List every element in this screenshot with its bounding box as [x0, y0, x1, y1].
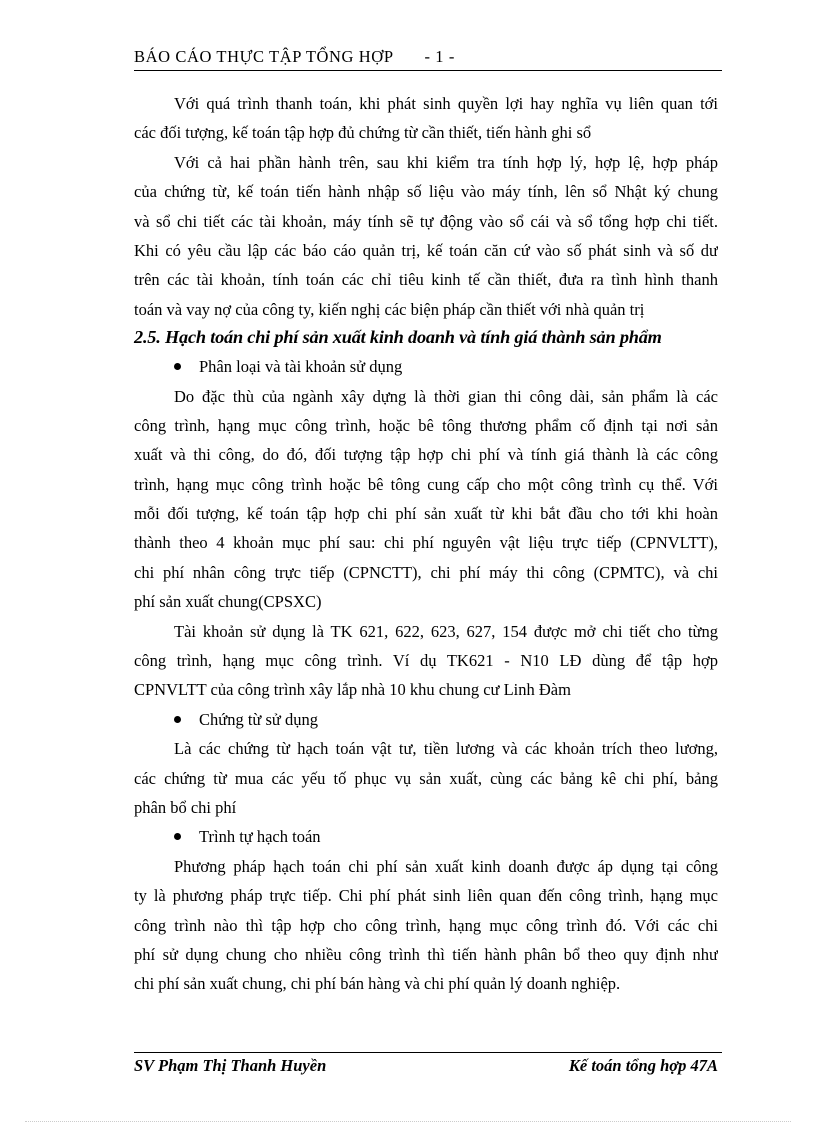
- paragraph-line: mỗi đối tượng, kế toán tập hợp chi phí sản xuất từ khi bắt đầu cho tới khi hoàn: [134, 504, 718, 524]
- paragraph-line: các chứng từ mua các yếu tố phục vụ sản xuất, cùng các bảng kê chi phí, bảng: [134, 768, 718, 788]
- page-body: [134, 89, 718, 999]
- bullet-icon: [174, 716, 181, 723]
- paragraph-line: và sổ chi tiết các tài khoản, máy tính sẽ tự động vào sổ cái và sổ tổng hợp chi tiết.: [134, 211, 718, 231]
- paragraph-line: xuất và thi công, do đó, đối tượng tập hợp chi phí và tính giá thành là các công: [134, 445, 718, 465]
- paragraph-line: công trình, hạng mục công trình. Ví dụ TK621 - N10 LĐ dùng để tập hợp: [134, 651, 718, 671]
- paragraph-line: Do đặc thù của ngành xây dựng là thời gian thi công dài, sản phẩm là các: [174, 386, 718, 406]
- paragraph-line: Tài khoản sử dụng là TK 621, 622, 623, 627, 154 được mở chi tiết cho từng: [174, 621, 718, 641]
- bullet-label: Phân loại và tài khoản sử dụng: [199, 357, 403, 377]
- paragraph-line: trình, hạng mục công trình hoặc bê tông cung cấp cho một công trình cụ thể. Với: [134, 474, 718, 494]
- paragraph-line: phí sử dụng chung cho nhiều công trình thì tiến hành phân bổ theo quy định như: [134, 944, 718, 964]
- page-bottom-edge: [25, 1121, 791, 1122]
- paragraph-line: các đối tượng, kế toán tập hợp đủ chứng từ cần thiết, tiến hành ghi sổ: [134, 123, 592, 143]
- bullet-icon: [174, 833, 181, 840]
- paragraph-line: phí sản xuất chung(CPSXC): [134, 592, 322, 612]
- paragraph-line: phân bổ chi phí: [134, 797, 237, 817]
- bullet-label: Chứng từ sử dụng: [199, 709, 318, 729]
- paragraph-line: Với quá trình thanh toán, khi phát sinh quyền lợi hay nghĩa vụ liên quan tới: [174, 94, 718, 113]
- page-header: [134, 47, 722, 67]
- page-footer: [134, 1056, 718, 1076]
- paragraph-line: trên các tài khoản, tính toán các chỉ tiêu kinh tế cần thiết, đưa ra tình hình thanh: [134, 270, 718, 290]
- paragraph-line: CPNVLTT của công trình xây lắp nhà 10 khu chung cư Linh Đàm: [134, 680, 571, 700]
- paragraph-line: Khi có yêu cầu lập các báo cáo quản trị, kế toán căn cứ vào số phát sinh và số dư: [134, 240, 718, 260]
- header-rule: [134, 70, 722, 71]
- paragraph-line: chi phí sản xuất chung, chi phí bán hàng và chi phí quản lý doanh nghiệp.: [134, 974, 621, 994]
- paragraph-line: Với cả hai phần hành trên, sau khi kiểm tra tính hợp lý, hợp lệ, hợp pháp: [174, 152, 718, 172]
- bullet-item: [134, 705, 718, 734]
- paragraph-line: thành theo 4 khoản mục phí sau: chi phí nguyên vật liệu trực tiếp (CPNVLTT),: [134, 533, 718, 553]
- paragraph-line: Là các chứng từ hạch toán vật tư, tiền lương và các khoản trích theo lương,: [174, 739, 718, 759]
- paragraph-line: công trình nào thì tập hợp cho công trình, hạng mục công trình đó. Với các chi: [134, 915, 718, 935]
- bullet-label: Trình tự hạch toán: [199, 827, 321, 847]
- bullet-item: [134, 352, 718, 381]
- footer-rule: [134, 1052, 722, 1053]
- header-title: BÁO CÁO THỰC TẬP TỔNG HỢP: [134, 47, 393, 66]
- footer-class: Kế toán tổng hợp 47A: [568, 1056, 718, 1075]
- bullet-icon: [174, 363, 181, 370]
- paragraph-line: công trình, hạng mục công trình, hoặc bê tông thương phẩm cố định tại nơi sản: [134, 415, 718, 435]
- paragraph-line: toán và vay nợ của công ty, kiến nghị các biện pháp cần thiết với nhà quản trị: [134, 299, 645, 319]
- bullet-item: [134, 822, 718, 851]
- paragraph-line: Phương pháp hạch toán chi phí sản xuất kinh doanh được áp dụng tại công: [174, 856, 718, 876]
- footer-author: SV Phạm Thị Thanh Huyền: [134, 1056, 327, 1075]
- section-heading: 2.5. Hạch toán chi phí sản xuất kinh doanh và tính giá thành sản phẩm: [134, 327, 662, 348]
- paragraph-line: của chứng từ, kế toán tiến hành nhập số liệu vào máy tính, lên sổ Nhật ký chung: [134, 182, 718, 202]
- paragraph-line: ty là phương pháp trực tiếp. Chi phí phát sinh liên quan đến công trình, hạng mục: [134, 886, 718, 906]
- header-page-number: - 1 -: [424, 47, 455, 66]
- paragraph-line: chi phí nhân công trực tiếp (CPNCTT), chi phí máy thi công (CPMTC), và chi: [134, 562, 718, 582]
